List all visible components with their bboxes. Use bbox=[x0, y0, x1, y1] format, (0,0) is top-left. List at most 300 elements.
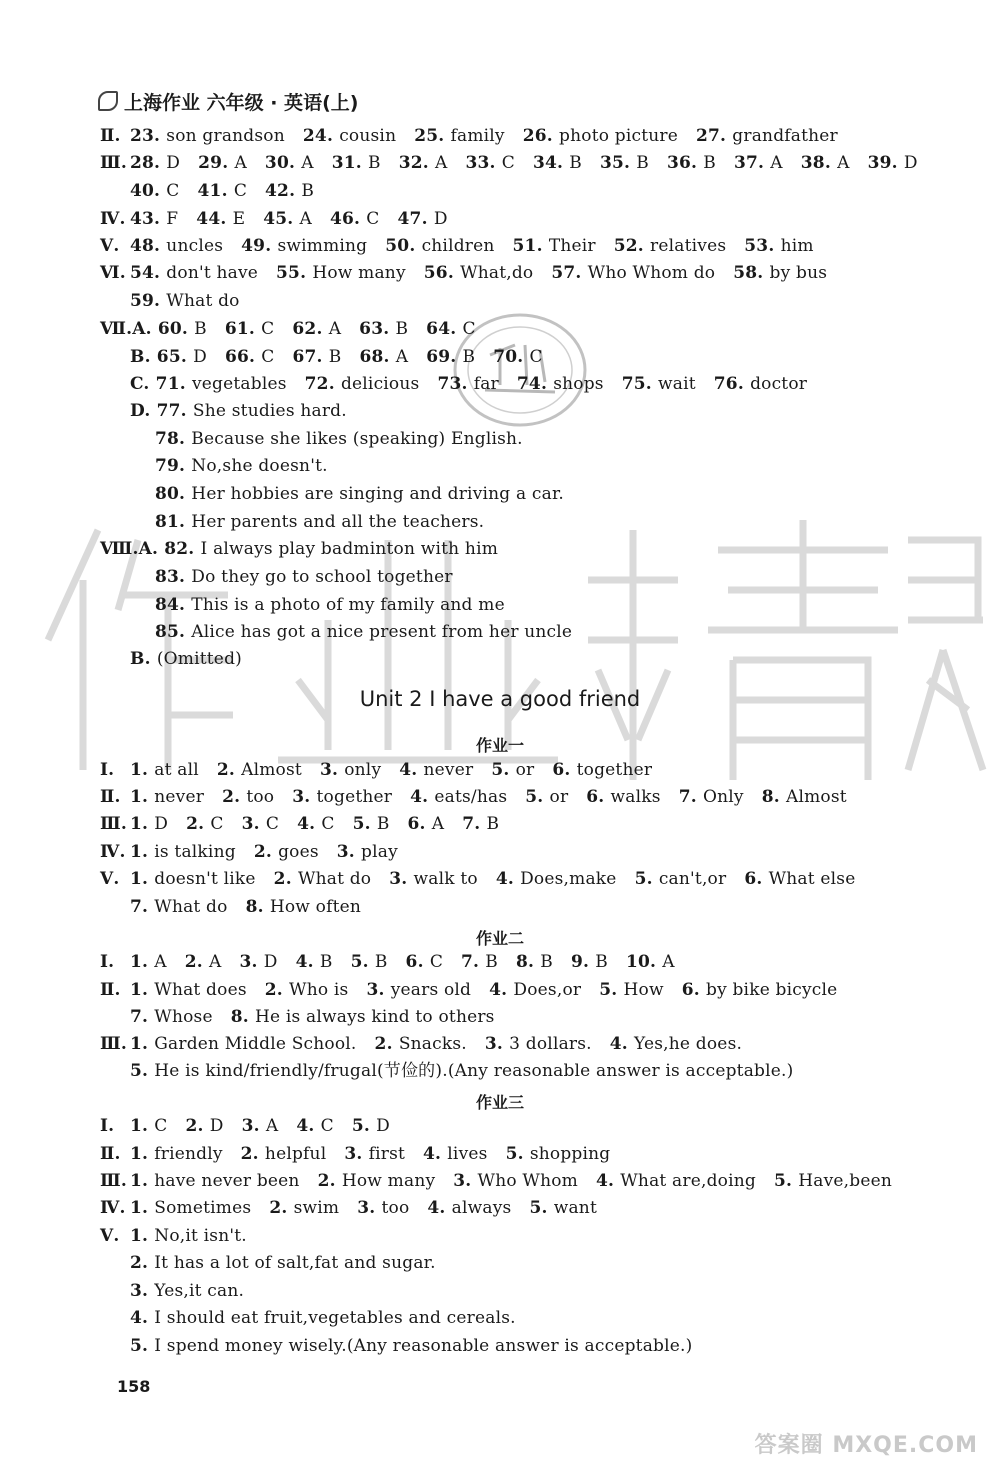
answer-item bbox=[130, 649, 242, 669]
answer-item bbox=[523, 126, 678, 146]
section-numeral: Ⅶ. bbox=[100, 319, 133, 339]
answer-number: 1. bbox=[130, 980, 155, 1000]
answer-item bbox=[292, 319, 341, 339]
answer-line bbox=[130, 290, 258, 312]
answer-item bbox=[744, 869, 855, 889]
answer-text: by bike bicycle bbox=[705, 980, 838, 1000]
answer-item bbox=[513, 236, 596, 256]
answer-line bbox=[100, 152, 936, 174]
answer-item bbox=[359, 347, 408, 367]
answer-item bbox=[303, 126, 396, 146]
answer-item bbox=[155, 429, 523, 449]
answer-number: 5. bbox=[130, 1336, 155, 1356]
answer-item bbox=[130, 347, 207, 367]
answer-number: 7. bbox=[130, 1007, 155, 1027]
answer-item bbox=[635, 869, 727, 889]
answer-text: delicious bbox=[340, 374, 420, 394]
answer-text: What do bbox=[166, 291, 240, 311]
answer-number: 79. bbox=[155, 456, 192, 476]
answer-number: 31. bbox=[331, 153, 368, 173]
answer-text: by bus bbox=[769, 263, 828, 283]
answer-text: Sometimes bbox=[154, 1198, 252, 1218]
answer-text: E bbox=[232, 209, 246, 229]
answer-number: 3. bbox=[239, 952, 264, 972]
answer-text: B bbox=[485, 952, 498, 972]
answer-text: A bbox=[395, 347, 409, 367]
answer-item bbox=[586, 787, 660, 807]
answer-number: 10. bbox=[625, 952, 663, 972]
answer-text: C bbox=[261, 319, 275, 339]
answer-number: 5. bbox=[491, 760, 516, 780]
answer-text: grandfather bbox=[732, 126, 838, 146]
answer-text: A bbox=[209, 952, 222, 972]
answer-number: 1. bbox=[130, 842, 155, 862]
book-logo-icon bbox=[98, 91, 118, 111]
answer-number: 3. bbox=[292, 787, 317, 807]
answer-item bbox=[130, 209, 178, 229]
answer-item bbox=[399, 760, 473, 780]
answer-item bbox=[185, 1116, 223, 1136]
answer-text: Their bbox=[548, 236, 596, 256]
answer-number: 4. bbox=[295, 952, 320, 972]
answer-item bbox=[424, 263, 534, 283]
answer-item bbox=[744, 236, 813, 256]
answer-line bbox=[100, 786, 865, 808]
answer-number: 29. bbox=[198, 153, 235, 173]
answer-text: Only bbox=[702, 787, 744, 807]
answer-text: D bbox=[433, 209, 448, 229]
answer-number: D. 77. bbox=[130, 401, 193, 421]
answer-number: 28. bbox=[130, 153, 167, 173]
answer-text: is talking bbox=[154, 842, 236, 862]
answer-text: shopping bbox=[529, 1144, 611, 1164]
answer-number: 1. bbox=[130, 787, 155, 807]
answer-number: A. 60. bbox=[132, 319, 195, 339]
answer-number: 4. bbox=[296, 1116, 321, 1136]
answer-text: B bbox=[194, 319, 207, 339]
answer-text: together bbox=[576, 760, 653, 780]
answer-line bbox=[155, 621, 590, 643]
homework-2-heading: 作业二 bbox=[475, 929, 524, 948]
answer-text: doctor bbox=[750, 374, 808, 394]
answer-number: 5. bbox=[773, 1171, 799, 1191]
answer-number: 5. bbox=[505, 1144, 530, 1164]
answer-item bbox=[242, 1116, 279, 1136]
answer-number: 24. bbox=[302, 126, 340, 146]
answer-line bbox=[100, 1033, 760, 1055]
answer-item bbox=[399, 153, 448, 173]
answer-number: 4. bbox=[399, 760, 424, 780]
answer-number: 67. bbox=[292, 347, 329, 367]
answer-item bbox=[453, 1171, 578, 1191]
answer-number: 40. bbox=[130, 181, 167, 201]
answer-number: 80. bbox=[155, 484, 192, 504]
answer-number: 76. bbox=[713, 374, 751, 394]
answer-item bbox=[263, 209, 312, 229]
answer-line bbox=[155, 455, 346, 477]
answer-text: She studies hard. bbox=[192, 401, 347, 421]
answer-number: 4. bbox=[297, 814, 322, 834]
answer-item bbox=[318, 1171, 436, 1191]
answer-line bbox=[100, 1170, 910, 1192]
answer-number: 6. bbox=[681, 980, 706, 1000]
answer-item bbox=[274, 869, 372, 889]
answer-number: 3. bbox=[130, 1281, 155, 1301]
answer-item bbox=[132, 319, 207, 339]
answer-item bbox=[155, 567, 453, 587]
answer-item bbox=[734, 153, 783, 173]
answer-line bbox=[100, 813, 517, 835]
answer-number: 3. bbox=[319, 760, 345, 780]
answer-number: 59. bbox=[130, 291, 167, 311]
answer-item bbox=[622, 374, 696, 394]
answer-text: only bbox=[344, 760, 382, 780]
answer-text: C bbox=[154, 1116, 168, 1136]
answer-text: This is a photo of my family and me bbox=[191, 595, 505, 615]
answer-text: B bbox=[301, 181, 315, 201]
answer-text: Who is bbox=[289, 980, 349, 1000]
answer-text: Who Whom bbox=[477, 1171, 578, 1191]
answer-text: A bbox=[234, 153, 247, 173]
answer-number: B. bbox=[130, 649, 157, 669]
answer-number: 33. bbox=[465, 153, 502, 173]
answer-number: 39. bbox=[867, 153, 904, 173]
answer-number: 7. bbox=[130, 897, 155, 917]
answer-text: never bbox=[423, 760, 474, 780]
section-numeral: Ⅴ. bbox=[100, 236, 120, 256]
answer-item bbox=[185, 952, 222, 972]
answer-text: How often bbox=[269, 897, 362, 917]
answer-text: What,do bbox=[460, 263, 534, 283]
answer-number: 5. bbox=[529, 1198, 554, 1218]
answer-text: A bbox=[301, 153, 314, 173]
answer-text: D bbox=[263, 952, 278, 972]
unit-title: Unit 2 I have a good friend bbox=[359, 687, 641, 711]
answer-line bbox=[155, 566, 471, 588]
answer-item bbox=[217, 760, 302, 780]
answer-line bbox=[130, 1252, 454, 1274]
answer-text: B bbox=[486, 814, 500, 834]
answer-text: or bbox=[549, 787, 569, 807]
answer-item bbox=[130, 1336, 692, 1356]
answer-line bbox=[100, 868, 873, 890]
answer-item bbox=[155, 484, 564, 504]
answer-text: I spend money wisely.(Any reasonable answer is acceptable.) bbox=[154, 1336, 693, 1356]
answer-number: 4. bbox=[609, 1034, 635, 1054]
answer-item bbox=[359, 319, 408, 339]
answer-text: A bbox=[837, 153, 850, 173]
answer-number: 64. bbox=[426, 319, 463, 339]
answer-number: 4. bbox=[130, 1308, 155, 1328]
answer-number: 45. bbox=[263, 209, 300, 229]
answer-text: No,she doesn't. bbox=[191, 456, 328, 476]
answer-number: 37. bbox=[734, 153, 771, 173]
answer-text: D bbox=[903, 153, 918, 173]
answer-number: 6. bbox=[405, 952, 430, 972]
answer-item bbox=[614, 236, 727, 256]
answer-text: It has a lot of salt,fat and sugar. bbox=[154, 1253, 436, 1273]
answer-text: have never been bbox=[154, 1171, 300, 1191]
answer-text: wait bbox=[658, 374, 696, 394]
answer-item bbox=[682, 980, 838, 1000]
answer-line bbox=[100, 1115, 408, 1137]
answer-item bbox=[496, 869, 617, 889]
section-numeral: Ⅵ. bbox=[100, 263, 126, 283]
answer-text: I always play badminton with him bbox=[200, 539, 499, 559]
answer-item bbox=[139, 539, 498, 559]
section-numeral: Ⅷ. bbox=[100, 539, 139, 559]
answer-text: Does,make bbox=[520, 869, 617, 889]
answer-text: A bbox=[154, 952, 167, 972]
answer-item bbox=[254, 842, 319, 862]
answer-number: 6. bbox=[586, 787, 611, 807]
section-numeral: Ⅱ. bbox=[100, 1144, 121, 1164]
answer-number: 2. bbox=[269, 1198, 294, 1218]
answer-line bbox=[100, 1225, 265, 1247]
answer-number: 85. bbox=[155, 622, 192, 642]
answer-text: friendly bbox=[154, 1144, 223, 1164]
answer-text: C bbox=[261, 347, 275, 367]
answer-line bbox=[155, 428, 541, 450]
answer-number: 41. bbox=[197, 181, 234, 201]
answer-item bbox=[130, 374, 287, 394]
answer-item bbox=[130, 1034, 357, 1054]
answer-item bbox=[423, 1144, 488, 1164]
answer-number: 2. bbox=[317, 1171, 342, 1191]
answer-text: No,it isn't. bbox=[154, 1226, 247, 1246]
answer-text: B bbox=[395, 319, 409, 339]
answer-item bbox=[352, 1116, 390, 1136]
answer-item bbox=[130, 842, 236, 862]
answer-number: 81. bbox=[155, 512, 192, 532]
answer-item bbox=[516, 952, 553, 972]
answer-item bbox=[130, 1061, 793, 1081]
answer-number: 46. bbox=[330, 209, 367, 229]
answer-line bbox=[130, 896, 379, 918]
corner-watermark bbox=[755, 1428, 978, 1459]
answer-item bbox=[305, 374, 420, 394]
answer-number: 5. bbox=[599, 980, 624, 1000]
answer-item bbox=[493, 347, 543, 367]
answer-text: (Omitted) bbox=[156, 649, 242, 669]
answer-number: 4. bbox=[595, 1171, 621, 1191]
answer-number: 27. bbox=[696, 126, 733, 146]
answer-item bbox=[130, 1171, 300, 1191]
answer-number: 3. bbox=[344, 1144, 369, 1164]
answer-item bbox=[774, 1171, 892, 1191]
answer-text: D bbox=[154, 814, 169, 834]
answer-item bbox=[552, 760, 652, 780]
answer-number: 73. bbox=[437, 374, 474, 394]
answer-text: don't have bbox=[166, 263, 259, 283]
answer-text: son grandson bbox=[166, 126, 285, 146]
answer-line bbox=[100, 318, 494, 340]
answer-line bbox=[130, 1280, 262, 1302]
answer-item bbox=[533, 153, 582, 173]
answer-number: 6. bbox=[407, 814, 432, 834]
answer-number: 78. bbox=[155, 429, 192, 449]
answer-number: 63. bbox=[359, 319, 396, 339]
answer-text: D bbox=[209, 1116, 224, 1136]
answer-line bbox=[130, 1060, 811, 1082]
answer-text: B bbox=[462, 347, 476, 367]
header-title: 上海作业 六年级 · 英语(上) bbox=[124, 91, 359, 114]
answer-item bbox=[265, 980, 349, 1000]
answer-item bbox=[241, 236, 367, 256]
answer-number: 52. bbox=[613, 236, 651, 256]
answer-number: 9. bbox=[570, 952, 596, 972]
answer-number: 75. bbox=[621, 374, 658, 394]
answer-item bbox=[426, 347, 475, 367]
answer-number: 44. bbox=[196, 209, 233, 229]
answer-item bbox=[130, 236, 223, 256]
answer-item bbox=[130, 1007, 213, 1027]
answer-number: 1. bbox=[130, 1226, 155, 1246]
answer-item bbox=[714, 374, 807, 394]
answer-item bbox=[225, 319, 275, 339]
section-numeral: Ⅳ. bbox=[100, 1198, 126, 1218]
answer-number: 2. bbox=[186, 814, 211, 834]
answer-number: 3. bbox=[484, 1034, 510, 1054]
answer-text: F bbox=[166, 209, 179, 229]
answer-text: want bbox=[553, 1198, 597, 1218]
answer-text: D bbox=[376, 1116, 390, 1136]
answer-item bbox=[130, 869, 256, 889]
answer-item bbox=[406, 952, 443, 972]
answer-number: 2. bbox=[374, 1034, 399, 1054]
answer-text: Her hobbies are singing and driving a car. bbox=[191, 484, 565, 504]
section-numeral: Ⅳ. bbox=[100, 842, 126, 862]
answer-number: 84. bbox=[155, 595, 192, 615]
answer-item bbox=[517, 374, 604, 394]
answer-text: I should eat fruit,vegetables and cereals. bbox=[154, 1308, 516, 1328]
answer-item bbox=[506, 1144, 611, 1164]
answer-item bbox=[489, 980, 581, 1000]
homework-3-heading: 作业三 bbox=[475, 1093, 524, 1112]
section-numeral: Ⅲ. bbox=[100, 1034, 128, 1054]
answer-item bbox=[351, 952, 388, 972]
answer-number: 6. bbox=[552, 760, 577, 780]
answer-item bbox=[231, 1007, 495, 1027]
answer-item bbox=[130, 980, 247, 1000]
answer-item bbox=[130, 1226, 247, 1246]
answer-item bbox=[130, 263, 258, 283]
answer-item bbox=[130, 1253, 436, 1273]
answer-text: Because she likes (speaking) English. bbox=[191, 429, 523, 449]
answer-text: walks bbox=[610, 787, 661, 807]
answer-number: 83. bbox=[155, 567, 192, 587]
answer-text: D bbox=[193, 347, 207, 367]
answer-item bbox=[626, 952, 675, 972]
answer-text: too bbox=[381, 1198, 410, 1218]
answer-text: doesn't like bbox=[154, 869, 256, 889]
answer-line bbox=[100, 235, 832, 257]
answer-number: 1. bbox=[130, 869, 155, 889]
answer-item bbox=[297, 814, 334, 834]
answer-text: What are,doing bbox=[620, 1171, 756, 1191]
answer-text: B bbox=[540, 952, 553, 972]
answer-item bbox=[679, 787, 744, 807]
answer-number: 1. bbox=[130, 760, 155, 780]
answer-number: 2. bbox=[253, 842, 279, 862]
answer-number: 56. bbox=[423, 263, 461, 283]
answer-line bbox=[100, 759, 670, 781]
answer-text: B bbox=[374, 952, 388, 972]
answer-text: C bbox=[529, 347, 543, 367]
answer-item bbox=[130, 814, 168, 834]
section-numeral: Ⅰ. bbox=[100, 952, 115, 972]
answer-line bbox=[155, 483, 582, 505]
answer-number: 4. bbox=[427, 1198, 452, 1218]
answer-line bbox=[130, 1335, 710, 1357]
answer-item bbox=[130, 1308, 516, 1328]
answer-item bbox=[130, 126, 285, 146]
answer-number: 74. bbox=[516, 374, 554, 394]
answer-item bbox=[265, 181, 314, 201]
answer-text: What do bbox=[154, 897, 228, 917]
answer-item bbox=[344, 1144, 405, 1164]
answer-text: How many bbox=[312, 263, 406, 283]
answer-text: first bbox=[368, 1144, 406, 1164]
answer-text: never bbox=[154, 787, 205, 807]
answer-line bbox=[155, 594, 523, 616]
section-numeral: Ⅱ. bbox=[100, 980, 121, 1000]
answer-number: 47. bbox=[397, 209, 434, 229]
answer-number: 7. bbox=[461, 952, 486, 972]
answer-number: 1. bbox=[130, 1116, 155, 1136]
answer-item bbox=[246, 897, 361, 917]
answer-number: 70. bbox=[493, 347, 530, 367]
answer-item bbox=[385, 236, 494, 256]
answer-item bbox=[130, 291, 240, 311]
answer-item bbox=[130, 1116, 167, 1136]
answer-number: 7. bbox=[678, 787, 703, 807]
answer-item bbox=[357, 1198, 409, 1218]
answer-number: 3. bbox=[241, 1116, 266, 1136]
answer-text: C bbox=[429, 952, 444, 972]
answer-number: 1. bbox=[130, 952, 155, 972]
answer-number: 51. bbox=[512, 236, 549, 256]
answer-item bbox=[155, 595, 505, 615]
answer-number: 35. bbox=[600, 153, 637, 173]
answer-item bbox=[375, 1034, 467, 1054]
answer-item bbox=[330, 209, 380, 229]
answer-text: goes bbox=[278, 842, 319, 862]
answer-item bbox=[130, 1281, 244, 1301]
answer-number: 5. bbox=[634, 869, 659, 889]
answer-item bbox=[491, 760, 534, 780]
answer-text: A bbox=[770, 153, 783, 173]
answer-item bbox=[410, 787, 507, 807]
answer-number: 55. bbox=[276, 263, 313, 283]
answer-item bbox=[733, 263, 827, 283]
answer-text: How many bbox=[341, 1171, 436, 1191]
answer-item bbox=[529, 1198, 597, 1218]
answer-number: 4. bbox=[495, 869, 521, 889]
answer-line bbox=[130, 400, 365, 422]
answer-text: years old bbox=[390, 980, 472, 1000]
answer-text: too bbox=[246, 787, 275, 807]
answer-item bbox=[198, 181, 248, 201]
answer-number: 53. bbox=[744, 236, 781, 256]
answer-number: 6. bbox=[744, 869, 769, 889]
answer-number: 38. bbox=[800, 153, 838, 173]
answer-text: What does bbox=[154, 980, 247, 1000]
answer-text: How bbox=[623, 980, 664, 1000]
answer-number: 8. bbox=[230, 1007, 255, 1027]
answer-text: B bbox=[636, 153, 649, 173]
answer-item bbox=[265, 153, 314, 173]
